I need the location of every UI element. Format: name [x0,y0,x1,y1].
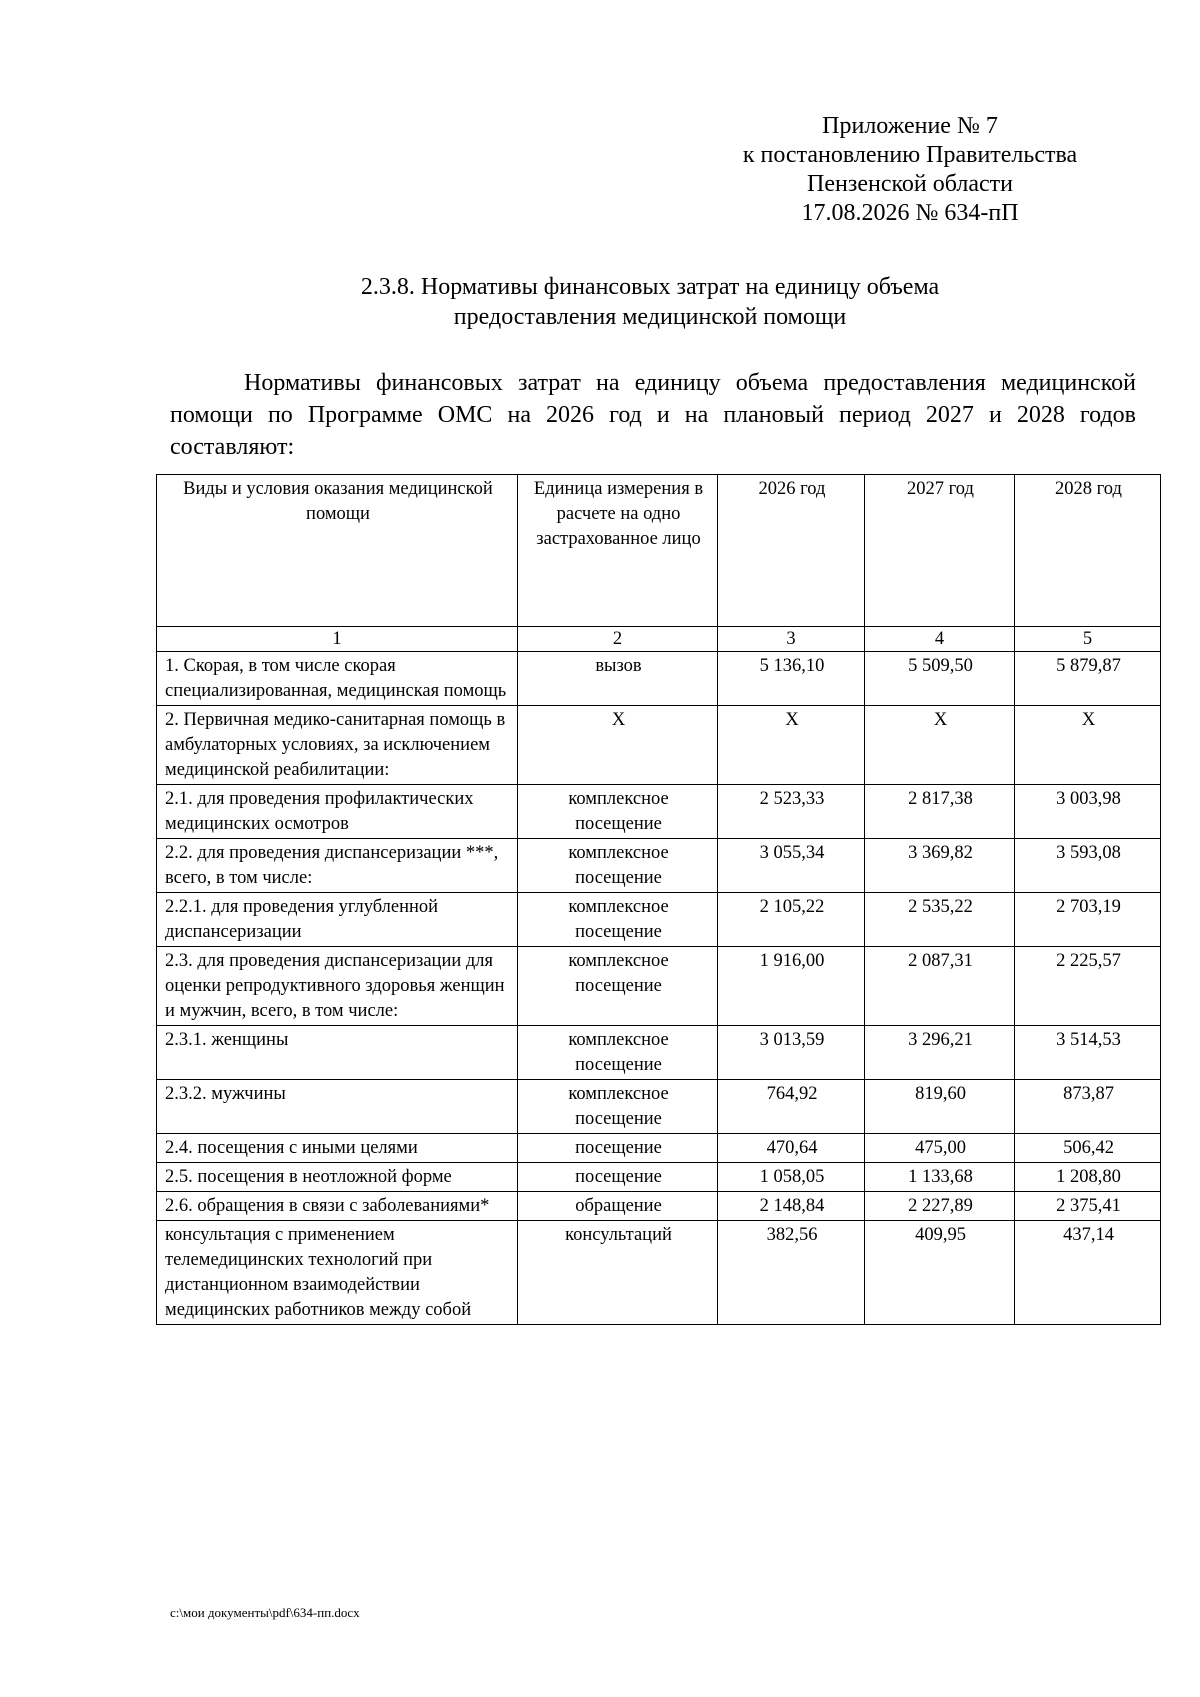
unit-cell: комплексное посещение [518,893,718,947]
column-number: 2 [518,627,718,652]
column-number-row [157,627,1161,652]
table-row [157,1221,1161,1325]
value-2026-cell: 3 013,59 [718,1026,865,1080]
section-title [170,272,1130,332]
value-2027-cell: 3 296,21 [865,1026,1015,1080]
value-2027-cell: 475,00 [865,1134,1015,1163]
value-2026-cell: Х [718,706,865,785]
norms-table [156,474,1161,1325]
value-2027-cell: 2 535,22 [865,893,1015,947]
care-type-cell: 2.3.2. мужчины [157,1080,518,1134]
care-type-cell: 2.4. посещения с иными целями [157,1134,518,1163]
value-2026-cell: 3 055,34 [718,839,865,893]
table-body [157,652,1161,1325]
appendix-region: Пензенской области [807,171,1013,197]
table-header-row [157,475,1161,627]
unit-cell: комплексное посещение [518,1080,718,1134]
value-2026-cell: 1 058,05 [718,1163,865,1192]
appendix-header [680,112,1140,228]
value-2026-cell: 382,56 [718,1221,865,1325]
value-2028-cell: 873,87 [1015,1080,1161,1134]
table-row [157,785,1161,839]
table-row [157,1192,1161,1221]
care-type-cell: 2.2. для проведения диспансеризации ***, всего, в том числе: [157,839,518,893]
value-2028-cell: Х [1015,706,1161,785]
value-2026-cell: 470,64 [718,1134,865,1163]
unit-cell: комплексное посещение [518,839,718,893]
section-title-line1: 2.3.8. Нормативы финансовых затрат на единицу объема [360,274,940,300]
value-2027-cell: 5 509,50 [865,652,1015,706]
value-2027-cell: 409,95 [865,1221,1015,1325]
care-type-cell: 2.5. посещения в неотложной форме [157,1163,518,1192]
value-2026-cell: 2 105,22 [718,893,865,947]
table-row [157,1134,1161,1163]
value-2026-cell: 5 136,10 [718,652,865,706]
appendix-number: Приложение № 7 [822,113,998,139]
appendix-resolution-ref: к постановлению Правительства [742,142,1078,168]
appendix-date-number: 17.08.2026 № 634-пП [801,200,1019,226]
table-row [157,1163,1161,1192]
column-number: 5 [1015,627,1161,652]
table-row [157,839,1161,893]
table-row [157,1080,1161,1134]
table-row [157,706,1161,785]
header-unit: Единица измерения в расчете на одно застрахованное лицо [518,475,718,627]
intro-paragraph: Нормативы финансовых затрат на единицу объема предоставления медицинской помощи по Программе ОМС на 2026 год и на плановый период 2027 и 2028 годов составляют: [170,370,1136,460]
column-number: 1 [157,627,518,652]
care-type-cell: 1. Скорая, в том числе скорая специализированная, медицинская помощь [157,652,518,706]
header-care-type: Виды и условия оказания медицинской помощи [157,475,518,627]
table-row [157,893,1161,947]
unit-cell: Х [518,706,718,785]
care-type-cell: консультация с применением телемедицинских технологий при дистанционном взаимодействии медицинских работников между собой [157,1221,518,1325]
value-2027-cell: 1 133,68 [865,1163,1015,1192]
unit-cell: комплексное посещение [518,947,718,1026]
value-2026-cell: 764,92 [718,1080,865,1134]
section-title-line2: предоставления медицинской помощи [453,304,847,330]
value-2028-cell: 2 703,19 [1015,893,1161,947]
header-2027: 2027 год [865,475,1015,627]
file-path-footer: c:\мои документы\pdf\634-пп.docx [170,1605,360,1620]
care-type-cell: 2.6. обращения в связи с заболеваниями* [157,1192,518,1221]
unit-cell: вызов [518,652,718,706]
table-row [157,947,1161,1026]
unit-cell: обращение [518,1192,718,1221]
column-number: 3 [718,627,865,652]
value-2027-cell: 2 817,38 [865,785,1015,839]
value-2028-cell: 3 593,08 [1015,839,1161,893]
care-type-cell: 2.3.1. женщины [157,1026,518,1080]
value-2028-cell: 2 225,57 [1015,947,1161,1026]
value-2028-cell: 2 375,41 [1015,1192,1161,1221]
unit-cell: посещение [518,1163,718,1192]
value-2028-cell: 1 208,80 [1015,1163,1161,1192]
unit-cell: консультаций [518,1221,718,1325]
unit-cell: комплексное посещение [518,785,718,839]
value-2028-cell: 5 879,87 [1015,652,1161,706]
value-2028-cell: 3 514,53 [1015,1026,1161,1080]
value-2027-cell: 819,60 [865,1080,1015,1134]
value-2028-cell: 506,42 [1015,1134,1161,1163]
value-2027-cell: 2 227,89 [865,1192,1015,1221]
column-number: 4 [865,627,1015,652]
value-2027-cell: 3 369,82 [865,839,1015,893]
value-2027-cell: 2 087,31 [865,947,1015,1026]
header-2028: 2028 год [1015,475,1161,627]
value-2026-cell: 1 916,00 [718,947,865,1026]
value-2028-cell: 437,14 [1015,1221,1161,1325]
care-type-cell: 2.3. для проведения диспансеризации для оценки репродуктивного здоровья женщин и мужчин, всего, в том числе: [157,947,518,1026]
value-2026-cell: 2 523,33 [718,785,865,839]
care-type-cell: 2.2.1. для проведения углубленной диспансеризации [157,893,518,947]
value-2026-cell: 2 148,84 [718,1192,865,1221]
table-row [157,652,1161,706]
care-type-cell: 2. Первичная медико-санитарная помощь в амбулаторных условиях, за исключением медицинской реабилитации: [157,706,518,785]
unit-cell: комплексное посещение [518,1026,718,1080]
table-row [157,1026,1161,1080]
value-2028-cell: 3 003,98 [1015,785,1161,839]
care-type-cell: 2.1. для проведения профилактических медицинских осмотров [157,785,518,839]
value-2027-cell: Х [865,706,1015,785]
header-2026: 2026 год [718,475,865,627]
unit-cell: посещение [518,1134,718,1163]
